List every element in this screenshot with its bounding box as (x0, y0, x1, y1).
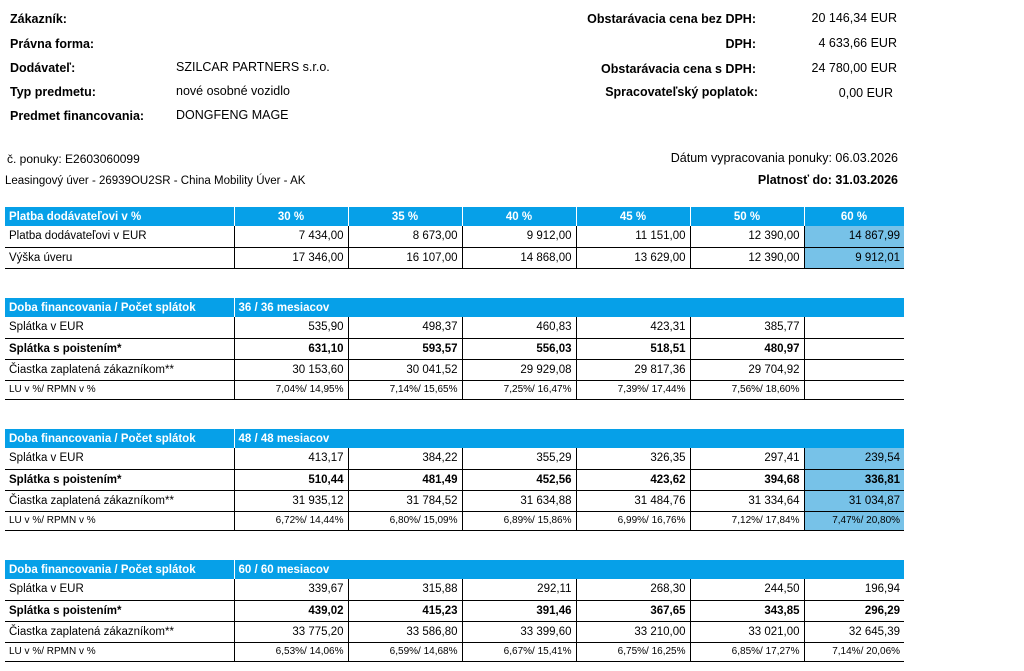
row-label: LU v %/ RPMN v % (5, 511, 234, 530)
table-cell: 535,90 (234, 317, 348, 338)
term-48-table (5, 429, 905, 531)
row-label: LU v %/ RPMN v % (5, 380, 234, 399)
table-row (5, 247, 904, 268)
table-cell: 31 484,76 (576, 490, 690, 511)
price-net-value: 20 146,34 EUR (811, 11, 897, 25)
validity-date: Platnosť do: 31.03.2026 (757, 173, 898, 187)
row-label: Čiastka zaplatená zákazníkom** (5, 621, 234, 642)
table-row (5, 579, 904, 600)
table-cell: 460,83 (462, 317, 576, 338)
header-term: 48 / 48 mesiacov (234, 429, 904, 448)
supplier-payment-table (5, 207, 905, 269)
table-row (5, 600, 904, 621)
table-cell (804, 380, 904, 399)
fee-label: Spracovateľský poplatok: (605, 85, 758, 99)
table-cell: 556,03 (462, 338, 576, 359)
table-cell: 33 021,00 (690, 621, 804, 642)
header-cell: 30 % (234, 207, 348, 226)
table-cell: 6,59%/ 14,68% (348, 642, 462, 661)
table-cell: 6,85%/ 17,27% (690, 642, 804, 661)
table-row (5, 642, 904, 661)
subject-type-label: Typ predmetu: (10, 85, 96, 99)
supplier-label: Dodávateľ: (10, 61, 76, 75)
table-cell: 452,56 (462, 469, 576, 490)
table-cell: 29 704,92 (690, 359, 804, 380)
row-label: Splátka s poistením* (5, 600, 234, 621)
legal-form-label: Právna forma: (10, 37, 95, 51)
price-net-label: Obstarávacia cena bez DPH: (587, 12, 756, 26)
header-label: Doba financovania / Počet splátok (5, 560, 234, 579)
table-cell: 6,53%/ 14,06% (234, 642, 348, 661)
table-cell: 498,37 (348, 317, 462, 338)
table-row (5, 490, 904, 511)
table-row (5, 469, 904, 490)
table-cell: 31 634,88 (462, 490, 576, 511)
table-cell-highlighted: 7,47%/ 20,80% (804, 511, 904, 530)
row-label: Splátka v EUR (5, 579, 234, 600)
table-cell: 7,14%/ 20,06% (804, 642, 904, 661)
header-cell: Platba dodávateľovi v % (5, 207, 234, 226)
customer-label: Zákazník: (10, 12, 67, 26)
table-cell: 423,62 (576, 469, 690, 490)
table-cell: 31 935,12 (234, 490, 348, 511)
row-label: Čiastka zaplatená zákazníkom** (5, 359, 234, 380)
header-term: 60 / 60 mesiacov (234, 560, 904, 579)
table-cell-highlighted: 336,81 (804, 469, 904, 490)
table-cell: 32 645,39 (804, 621, 904, 642)
table-cell: 31 334,64 (690, 490, 804, 511)
row-label: Splátka s poistením* (5, 338, 234, 359)
table-cell: 33 775,20 (234, 621, 348, 642)
table-cell: 29 929,08 (462, 359, 576, 380)
table-cell: 16 107,00 (348, 247, 462, 268)
prepared-date: Dátum vypracovania ponuky: 06.03.2026 (670, 151, 898, 165)
table-cell: 13 629,00 (576, 247, 690, 268)
table-cell: 196,94 (804, 579, 904, 600)
table-cell: 394,68 (690, 469, 804, 490)
table-row (5, 380, 904, 399)
vat-value: 4 633,66 EUR (818, 36, 897, 50)
vat-label: DPH: (725, 37, 756, 51)
table-cell: 391,46 (462, 600, 576, 621)
table-cell: 385,77 (690, 317, 804, 338)
table-cell: 33 399,60 (462, 621, 576, 642)
table-cell: 29 817,36 (576, 359, 690, 380)
payment-table-header (5, 207, 904, 226)
price-gross-label: Obstarávacia cena s DPH: (601, 62, 756, 76)
table-row (5, 511, 904, 530)
row-label: Splátka v EUR (5, 448, 234, 469)
table-cell: 11 151,00 (576, 226, 690, 247)
table-cell: 268,30 (576, 579, 690, 600)
table-cell: 413,17 (234, 448, 348, 469)
term-table-header (5, 429, 904, 448)
table-cell: 31 784,52 (348, 490, 462, 511)
table-cell: 14 868,00 (462, 247, 576, 268)
row-label: Splátka v EUR (5, 317, 234, 338)
table-cell: 384,22 (348, 448, 462, 469)
table-cell-highlighted: 14 867,99 (804, 226, 904, 247)
table-cell: 7,14%/ 15,65% (348, 380, 462, 399)
product-name: Leasingový úver - 26939OU2SR - China Mobility Úver - AK (5, 175, 306, 187)
table-cell: 6,80%/ 15,09% (348, 511, 462, 530)
fee-value: 0,00 EUR (838, 86, 893, 100)
row-label: Čiastka zaplatená zákazníkom** (5, 490, 234, 511)
table-cell: 12 390,00 (690, 226, 804, 247)
table-cell (804, 317, 904, 338)
row-label: Výška úveru (5, 247, 234, 268)
table-cell: 33 586,80 (348, 621, 462, 642)
table-cell: 292,11 (462, 579, 576, 600)
table-cell: 593,57 (348, 338, 462, 359)
table-cell: 244,50 (690, 579, 804, 600)
table-cell: 415,23 (348, 600, 462, 621)
table-cell: 6,72%/ 14,44% (234, 511, 348, 530)
table-cell: 7 434,00 (234, 226, 348, 247)
table-cell: 33 210,00 (576, 621, 690, 642)
term-36-table (5, 298, 905, 400)
table-row (5, 338, 904, 359)
supplier-value: SZILCAR PARTNERS s.r.o. (176, 60, 330, 74)
table-cell (804, 359, 904, 380)
table-cell: 12 390,00 (690, 247, 804, 268)
table-row (5, 448, 904, 469)
table-cell: 367,65 (576, 600, 690, 621)
offer-number: č. ponuky: E2603060099 (7, 152, 140, 166)
table-cell: 343,85 (690, 600, 804, 621)
header-cell: 50 % (690, 207, 804, 226)
table-cell: 7,12%/ 17,84% (690, 511, 804, 530)
table-cell: 17 346,00 (234, 247, 348, 268)
table-cell (804, 338, 904, 359)
row-label: Platba dodávateľovi v EUR (5, 226, 234, 247)
table-cell: 7,04%/ 14,95% (234, 380, 348, 399)
header-cell: 35 % (348, 207, 462, 226)
header-cell: 45 % (576, 207, 690, 226)
header-label: Doba financovania / Počet splátok (5, 298, 234, 317)
table-cell: 481,49 (348, 469, 462, 490)
term-60-table (5, 560, 905, 662)
table-cell: 480,97 (690, 338, 804, 359)
table-cell: 339,67 (234, 579, 348, 600)
table-cell: 423,31 (576, 317, 690, 338)
table-cell: 9 912,00 (462, 226, 576, 247)
table-cell: 326,35 (576, 448, 690, 469)
header-label: Doba financovania / Počet splátok (5, 429, 234, 448)
table-cell: 8 673,00 (348, 226, 462, 247)
term-table-header (5, 560, 904, 579)
table-cell: 355,29 (462, 448, 576, 469)
financing-subject-value: DONGFENG MAGE (176, 108, 289, 122)
table-cell: 6,75%/ 16,25% (576, 642, 690, 661)
row-label: LU v %/ RPMN v % (5, 642, 234, 661)
table-cell: 7,39%/ 17,44% (576, 380, 690, 399)
table-cell: 7,56%/ 18,60% (690, 380, 804, 399)
table-cell: 30 041,52 (348, 359, 462, 380)
table-cell: 6,99%/ 16,76% (576, 511, 690, 530)
table-row (5, 359, 904, 380)
price-gross-value: 24 780,00 EUR (811, 61, 897, 75)
term-table-header (5, 298, 904, 317)
table-cell: 315,88 (348, 579, 462, 600)
header-term: 36 / 36 mesiacov (234, 298, 904, 317)
header-cell: 40 % (462, 207, 576, 226)
table-cell: 7,25%/ 16,47% (462, 380, 576, 399)
table-cell: 6,67%/ 15,41% (462, 642, 576, 661)
table-cell: 518,51 (576, 338, 690, 359)
table-cell-highlighted: 9 912,01 (804, 247, 904, 268)
subject-type-value: nové osobné vozidlo (176, 84, 290, 98)
table-row (5, 226, 904, 247)
table-cell: 297,41 (690, 448, 804, 469)
header-cell: 60 % (804, 207, 904, 226)
table-cell: 30 153,60 (234, 359, 348, 380)
table-cell: 6,89%/ 15,86% (462, 511, 576, 530)
table-row (5, 621, 904, 642)
table-cell: 631,10 (234, 338, 348, 359)
financing-subject-label: Predmet financovania: (10, 109, 145, 123)
table-cell: 510,44 (234, 469, 348, 490)
table-cell: 439,02 (234, 600, 348, 621)
table-row (5, 317, 904, 338)
table-cell: 296,29 (804, 600, 904, 621)
table-cell-highlighted: 31 034,87 (804, 490, 904, 511)
row-label: Splátka s poistením* (5, 469, 234, 490)
table-cell-highlighted: 239,54 (804, 448, 904, 469)
